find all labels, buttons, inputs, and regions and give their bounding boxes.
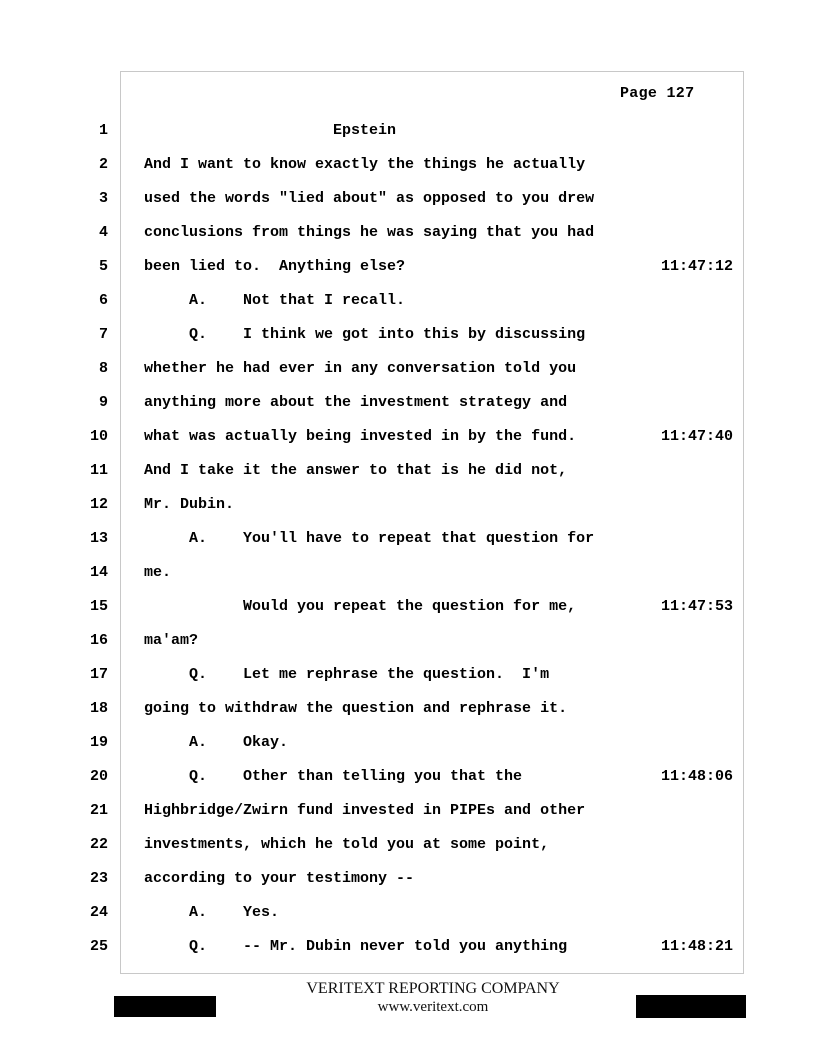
line-number: 24 <box>89 904 108 921</box>
line-number: 12 <box>89 496 108 513</box>
line-number: 16 <box>89 632 108 649</box>
transcript-line <box>0 666 816 686</box>
transcript-line <box>0 768 816 788</box>
line-text: And I want to know exactly the things he actually <box>144 156 586 173</box>
line-number: 9 <box>98 394 108 411</box>
line-text: Q. -- Mr. Dubin never told you anything <box>144 938 568 955</box>
timestamp: 11:47:12 <box>661 258 734 275</box>
transcript-line <box>0 700 816 720</box>
line-text: according to your testimony -- <box>144 870 415 887</box>
line-text: going to withdraw the question and rephrase it. <box>144 700 568 717</box>
timestamp: 11:47:53 <box>661 598 734 615</box>
line-number: 14 <box>89 564 108 581</box>
line-text: anything more about the investment strategy and <box>144 394 568 411</box>
line-number: 15 <box>89 598 108 615</box>
line-number: 10 <box>89 428 108 445</box>
line-number: 23 <box>89 870 108 887</box>
line-text: what was actually being invested in by the fund. <box>144 428 577 445</box>
footer-website: www.veritext.com <box>377 999 489 1015</box>
line-text: used the words "lied about" as opposed to you drew <box>144 190 595 207</box>
transcript-line <box>0 530 816 550</box>
line-text: Q. Other than telling you that the <box>144 768 523 785</box>
line-text: Q. Let me rephrase the question. I'm <box>144 666 550 683</box>
line-text: Mr. Dubin. <box>144 496 235 513</box>
line-text: whether he had ever in any conversation told you <box>144 360 577 377</box>
line-number: 6 <box>98 292 108 309</box>
transcript-line <box>0 904 816 924</box>
line-number: 11 <box>89 462 108 479</box>
line-text: conclusions from things he was saying that you had <box>144 224 595 241</box>
line-text: ma'am? <box>144 632 199 649</box>
line-number: 19 <box>89 734 108 751</box>
line-text: A. Yes. <box>144 904 280 921</box>
line-number: 18 <box>89 700 108 717</box>
line-text: Would you repeat the question for me, <box>144 598 577 615</box>
transcript-line <box>0 632 816 652</box>
transcript-line <box>0 156 816 176</box>
transcript-line <box>0 462 816 482</box>
line-number: 20 <box>89 768 108 785</box>
line-number: 5 <box>98 258 108 275</box>
line-number: 8 <box>98 360 108 377</box>
line-text: A. Not that I recall. <box>144 292 406 309</box>
line-text: Q. I think we got into this by discussing <box>144 326 586 343</box>
line-number: 21 <box>89 802 108 819</box>
redaction-box-right <box>636 995 746 1018</box>
line-number: 2 <box>98 156 108 173</box>
line-number: 4 <box>98 224 108 241</box>
transcript-line <box>0 394 816 414</box>
line-text: Highbridge/Zwirn fund invested in PIPEs and other <box>144 802 586 819</box>
transcript-line <box>0 258 816 278</box>
line-text: investments, which he told you at some point, <box>144 836 550 853</box>
line-number: 17 <box>89 666 108 683</box>
transcript-line <box>0 190 816 210</box>
line-text: me. <box>144 564 172 581</box>
line-number: 3 <box>98 190 108 207</box>
transcript-line <box>0 938 816 958</box>
transcript-line <box>0 122 816 142</box>
line-number: 13 <box>89 530 108 547</box>
transcript-line <box>0 802 816 822</box>
line-text: been lied to. Anything else? <box>144 258 406 275</box>
line-text: Epstein <box>144 122 397 139</box>
transcript-line <box>0 734 816 754</box>
transcript-line <box>0 428 816 448</box>
line-text: And I take it the answer to that is he did not, <box>144 462 568 479</box>
line-number: 22 <box>89 836 108 853</box>
timestamp: 11:47:40 <box>661 428 734 445</box>
redaction-box-left <box>114 996 216 1017</box>
transcript-line <box>0 360 816 380</box>
footer-company: VERITEXT REPORTING COMPANY <box>306 980 560 997</box>
timestamp: 11:48:06 <box>661 768 734 785</box>
line-text: A. You'll have to repeat that question for <box>144 530 595 547</box>
transcript-line <box>0 598 816 618</box>
line-number: 7 <box>98 326 108 343</box>
timestamp: 11:48:21 <box>661 938 734 955</box>
transcript-line <box>0 496 816 516</box>
transcript-line <box>0 564 816 584</box>
line-number: 1 <box>98 122 108 139</box>
line-number: 25 <box>89 938 108 955</box>
transcript-line <box>0 292 816 312</box>
transcript-line <box>0 326 816 346</box>
page-number: Page 127 <box>620 85 695 102</box>
line-text: A. Okay. <box>144 734 289 751</box>
transcript-line <box>0 870 816 890</box>
transcript-line <box>0 224 816 244</box>
transcript-line <box>0 836 816 856</box>
